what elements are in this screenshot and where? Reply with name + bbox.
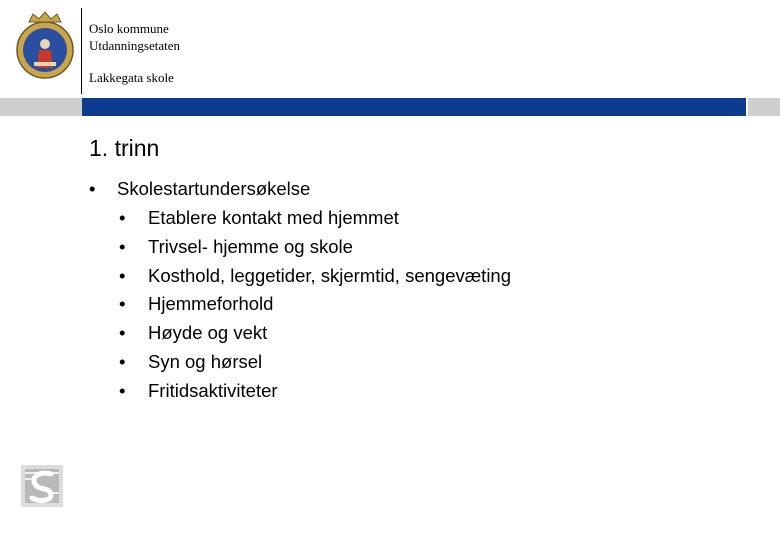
sub-bullet-item [119, 265, 511, 294]
sub-bullet-label: Syn og hørsel [148, 350, 263, 372]
bullet-marker: • [119, 350, 126, 372]
oslo-s-emblem-icon [21, 465, 63, 507]
bullet-marker: • [119, 322, 126, 344]
bullet-marker: • [119, 293, 126, 315]
sub-bullet-label: Kosthold, leggetider, skjermtid, sengevæting [148, 264, 512, 286]
header-band-gray-left [0, 98, 82, 116]
sub-bullet-item [119, 207, 511, 236]
org-name: Oslo kommune [89, 21, 169, 36]
bullet-marker: • [119, 264, 126, 286]
oslo-coat-of-arms-icon [15, 10, 75, 80]
header-band-blue [82, 98, 746, 116]
sub-bullet-item [119, 236, 511, 265]
sub-bullet-label: Hjemmeforhold [148, 293, 274, 315]
bullet-marker: • [119, 207, 126, 228]
slide-title: 1. trinn [89, 135, 160, 161]
sub-bullet-label: Fritidsaktiviteter [148, 379, 278, 401]
sub-bullet-item [119, 293, 511, 322]
sub-bullet-label: Trivsel- hjemme og skole [148, 235, 353, 257]
sub-bullet-label: Høyde og vekt [148, 322, 268, 344]
header-divider [81, 8, 82, 94]
sub-bullet-item [119, 380, 511, 409]
header-band-gray-right [748, 98, 780, 116]
bullet-item [89, 178, 310, 200]
org-department: Utdanningsetaten [89, 38, 180, 53]
sub-bullet-item [119, 322, 511, 351]
bullet-marker: • [119, 379, 126, 401]
bullet-marker: • [89, 178, 96, 199]
sub-bullet-list [119, 207, 511, 409]
school-name: Lakkegata skole [89, 70, 174, 85]
sub-bullet-item [119, 351, 511, 380]
bullet-item-label: Skolestartundersøkelse [117, 178, 311, 199]
sub-bullet-label: Etablere kontakt med hjemmet [148, 207, 399, 228]
bullet-marker: • [119, 235, 126, 257]
